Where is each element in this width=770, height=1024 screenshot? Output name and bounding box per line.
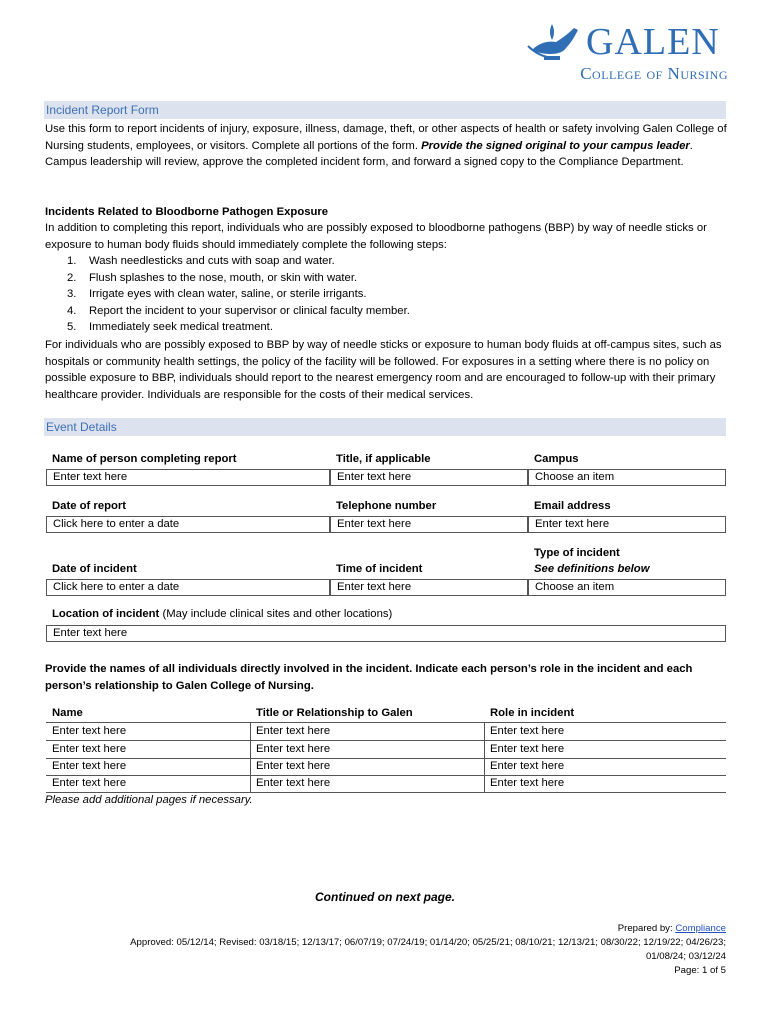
step-text: Irrigate eyes with clean water, saline, or sterile irrigants. xyxy=(89,288,367,301)
phone-field[interactable]: Enter text here xyxy=(330,516,528,533)
intro-text: Use this form to report incidents of injury, exposure, illness, damage, theft, or other aspects of health or safety involving Galen College of Nursing students, employees, or visitors. Complete all portions of the form. xyxy=(45,123,727,152)
table-divider xyxy=(484,723,485,792)
cell-role[interactable]: Enter text here xyxy=(490,777,565,789)
table-row xyxy=(46,775,726,792)
intro-text-2: . Campus leadership will review, approve the completed incident form, and forward a signed copy to the Compliance Department. xyxy=(45,139,693,169)
table-row xyxy=(46,723,726,741)
location-field[interactable]: Enter text here xyxy=(46,625,726,642)
cell-title[interactable]: Enter text here xyxy=(256,760,331,772)
step-text: Immediately seek medical treatment. xyxy=(89,321,273,334)
list-item xyxy=(45,253,705,270)
bbp-steps xyxy=(45,253,705,336)
step-number: 2. xyxy=(67,271,77,284)
date-incident-field[interactable]: Click here to enter a date xyxy=(46,579,330,596)
logo-brand: GALEN xyxy=(586,21,720,63)
step-number: 1. xyxy=(67,255,77,267)
col-header-role: Role in incident xyxy=(490,707,575,719)
bbp-intro: In addition to completing this report, individuals who are possibly exposed to bloodborne pathogens (BBP) by way of needle sticks or exposure to human body fluids should immediately complete the following steps: xyxy=(45,222,707,251)
logo-sub: College of Nursing xyxy=(580,64,728,83)
lamp-icon xyxy=(522,20,592,64)
col-header-title: Title or Relationship to Galen xyxy=(256,707,413,719)
event-details-title: Event Details xyxy=(44,418,726,436)
additional-pages-note: Please add additional pages if necessary. xyxy=(45,794,253,806)
continued-note: Continued on next page. xyxy=(315,890,455,904)
intro-emphasis: Provide the signed original to your campus leader xyxy=(421,139,690,152)
step-number: 5. xyxy=(67,321,77,334)
list-item xyxy=(45,286,705,303)
type-label: Type of incident xyxy=(534,547,620,559)
name-field[interactable]: Enter text here xyxy=(46,469,330,486)
intro-paragraph xyxy=(45,121,727,171)
footer-approved: Approved: 05/12/14; Revised: 03/18/15; 12/13/17; 06/07/19; 07/24/19; 01/14/20; 05/25/21; 08/10/21; 12/13/21; 08/30/22; 12/19/22; 04/26/23; xyxy=(130,937,726,948)
step-text: Wash needlesticks and cuts with soap and water. xyxy=(89,255,335,267)
footer-prepared xyxy=(618,922,726,935)
individuals-instruction: Provide the names of all individuals directly involved in the incident. Indicate each person’s role in the incident and each person’s relationship to Galen College of Nursing. xyxy=(45,663,693,692)
table-row xyxy=(46,741,726,759)
list-item xyxy=(45,303,705,320)
location-label-row xyxy=(52,608,392,620)
cell-title[interactable]: Enter text here xyxy=(256,777,331,789)
date-incident-label: Date of incident xyxy=(52,563,137,575)
campus-select[interactable]: Choose an item xyxy=(528,469,726,486)
cell-title[interactable]: Enter text here xyxy=(256,725,331,737)
date-report-field[interactable]: Click here to enter a date xyxy=(46,516,330,533)
phone-label: Telephone number xyxy=(336,500,437,512)
cell-title[interactable]: Enter text here xyxy=(256,743,331,755)
cell-name[interactable]: Enter text here xyxy=(52,760,127,772)
email-field[interactable]: Enter text here xyxy=(528,516,726,533)
date-report-label: Date of report xyxy=(52,500,127,512)
name-label: Name of person completing report xyxy=(52,453,237,465)
table-divider xyxy=(250,723,251,792)
step-text: Report the incident to your supervisor or clinical faculty member. xyxy=(89,304,410,317)
cell-role[interactable]: Enter text here xyxy=(490,743,565,755)
step-number: 3. xyxy=(67,288,77,301)
table-bottom-rule xyxy=(46,792,726,793)
campus-label: Campus xyxy=(534,453,579,465)
step-text: Flush splashes to the nose, mouth, or skin with water. xyxy=(89,271,358,284)
form-title: Incident Report Form xyxy=(44,101,726,119)
list-item xyxy=(45,270,705,287)
cell-name[interactable]: Enter text here xyxy=(52,725,127,737)
table-row xyxy=(46,758,726,776)
bbp-heading: Incidents Related to Bloodborne Pathogen Exposure xyxy=(45,206,329,218)
cell-role[interactable]: Enter text here xyxy=(490,725,565,737)
location-note: (May include clinical sites and other locations) xyxy=(159,608,393,620)
title-field[interactable]: Enter text here xyxy=(330,469,528,486)
page-number: Page: 1 of 5 xyxy=(674,965,726,976)
title-label: Title, if applicable xyxy=(336,453,431,465)
list-item xyxy=(45,319,705,336)
compliance-link[interactable]: Compliance xyxy=(675,923,726,934)
cell-name[interactable]: Enter text here xyxy=(52,777,127,789)
cell-name[interactable]: Enter text here xyxy=(52,743,127,755)
col-header-name: Name xyxy=(52,707,83,719)
logo xyxy=(520,18,730,88)
time-label: Time of incident xyxy=(336,563,423,575)
email-label: Email address xyxy=(534,500,611,512)
type-sublabel: See definitions below xyxy=(534,563,650,575)
time-field[interactable]: Enter text here xyxy=(330,579,528,596)
bbp-closing: For individuals who are possibly exposed to BBP by way of needle sticks or exposure to human body fluids at off-campus sites, such as hospitals or community health settings, the policy of the facility will be followed. For exposures in a setting where there is no policy on possible exposure to BBP, individuals should report to the nearest emergency room and are encouraged to follow-up with their primary healthcare provider. Individuals are responsible for the costs of their medical services. xyxy=(45,339,722,401)
step-number: 4. xyxy=(67,304,77,317)
location-label: Location of incident xyxy=(52,608,160,620)
prepared-label: Prepared by: xyxy=(617,923,676,934)
type-select[interactable]: Choose an item xyxy=(528,579,726,596)
cell-role[interactable]: Enter text here xyxy=(490,760,565,772)
footer-approved-2: 01/08/24; 03/12/24 xyxy=(645,951,726,962)
